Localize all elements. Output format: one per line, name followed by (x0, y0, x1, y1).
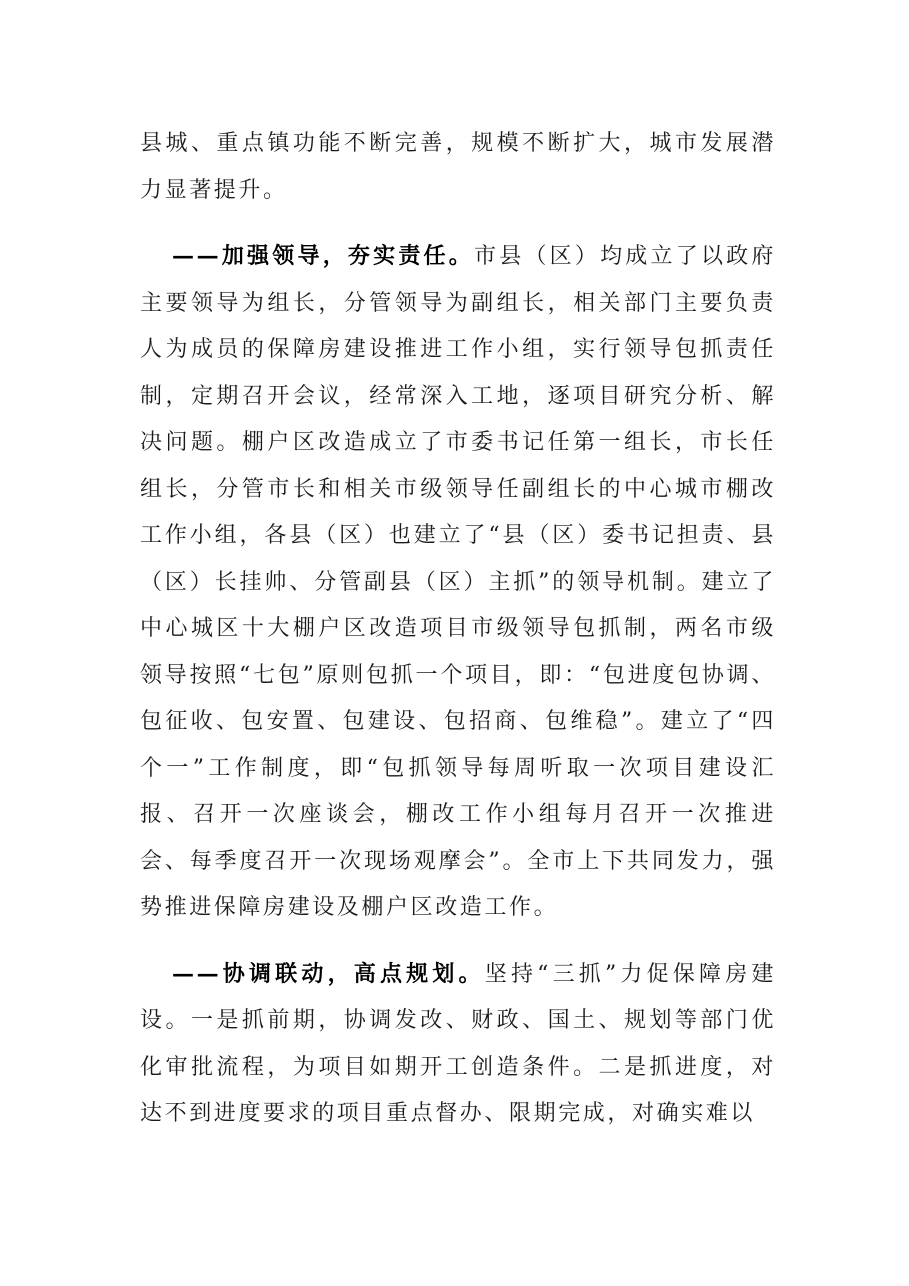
paragraph-continuation (140, 121, 776, 214)
document-body (140, 121, 776, 1157)
paragraph-heading: ——加强领导，夯实责任。 (172, 243, 474, 269)
paragraph-text: 坚持“三抓”力促保障房建设。一是抓前期，协调发改、财政、国土、规划等部门优化审批流程，为项目如期开工创造条件。二是抓进度，对达不到进度要求的项目重点督办、限期完成，对确实难以 (140, 961, 776, 1126)
paragraph-text: 县城、重点镇功能不断完善，规模不断扩大，城市发展潜力显著提升。 (140, 131, 776, 203)
paragraph-strengthen-leadership (140, 233, 776, 932)
paragraph-heading: ——协调联动，高点规划。 (172, 960, 485, 987)
paragraph-coordination-planning (140, 951, 776, 1138)
paragraph-text: 市县（区）均成立了以政府主要领导为组长，分管领导为副组长，相关部门主要负责人为成员的保障房建设推进工作小组，实行领导包抓责任制，定期召开会议，经常深入工地，逐项目研究分析、解决问题。棚户区改造成立了市委书记任第一组长，市长任组长，分管市长和相关市级领导任副组长的中心城市棚改工作小组，各县（区）也建立了“县（区）委书记担责、县（区）长挂帅、分管副县（区）主抓”的领导机制。建立了中心城区十大棚户区改造项目市级领导包抓制，两名市级领导按照“七包”原则包抓一个项目，即：“包进度包协调、包征收、包安置、包建设、包招商、包维稳”。建立了“四个一”工作制度，即“包抓领导每周听取一次项目建设汇报、召开一次座谈会，棚改工作小组每月召开一次推进会、每季度召开一次现场观摩会”。全市上下共同发力，强势推进保障房建设及棚户区改造工作。 (140, 244, 776, 920)
